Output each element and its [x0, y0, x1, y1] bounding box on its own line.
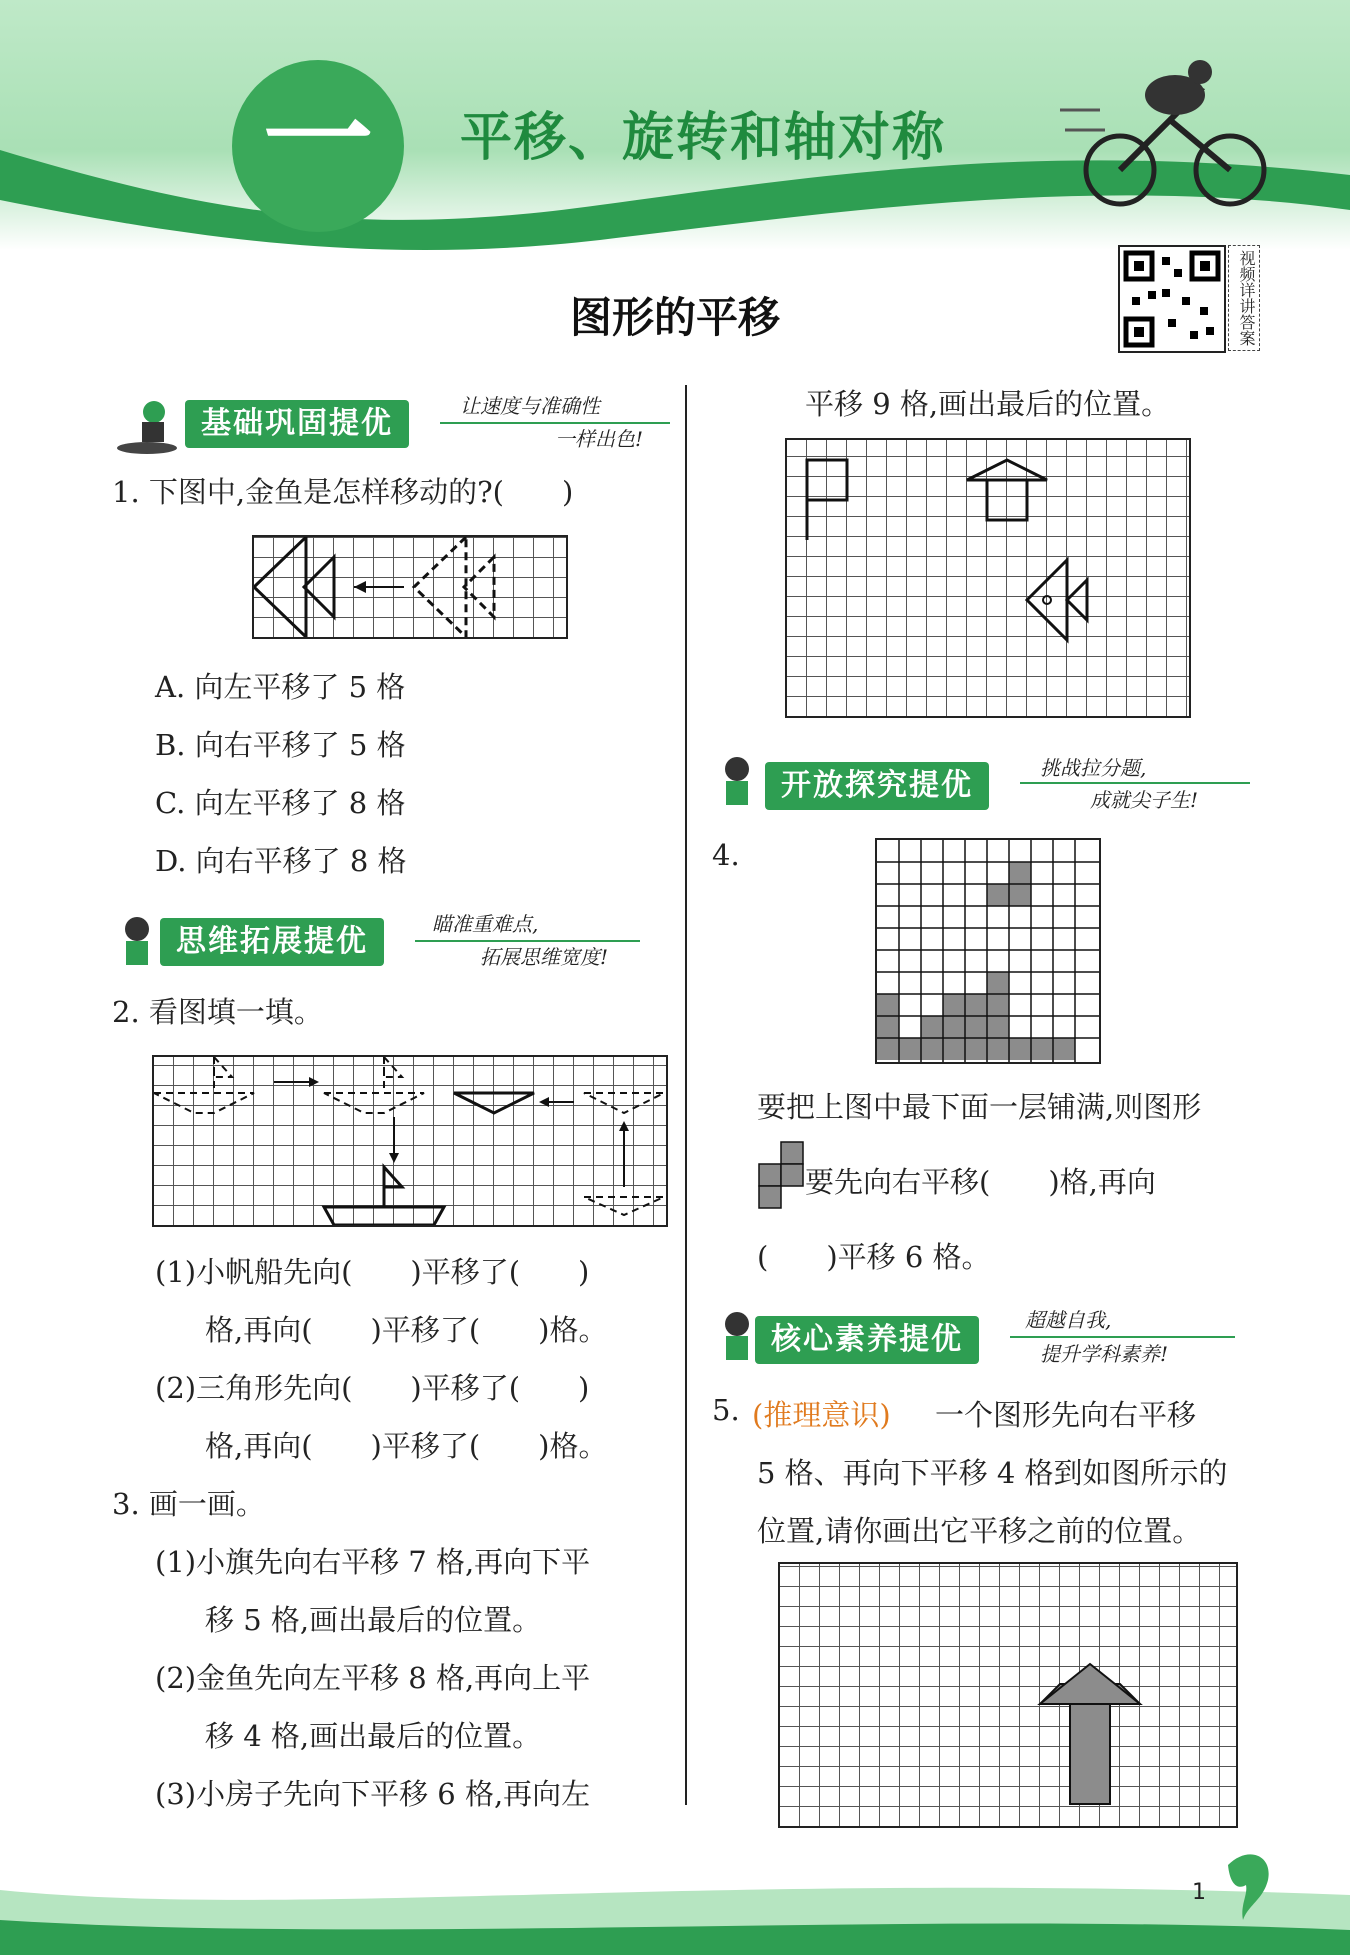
q2-grid	[152, 1055, 668, 1227]
q1-goldfish-figure	[254, 537, 566, 637]
banner-note: 超越自我,	[1025, 1308, 1112, 1332]
question-5-number: 5.	[712, 1393, 740, 1427]
q4-stair-figure	[877, 840, 1099, 1062]
question-2-stem: 2. 看图填一填。	[112, 995, 323, 1029]
chapter-number: 一	[263, 76, 373, 204]
page-number: 1	[1192, 1880, 1206, 1905]
banner-note: 瞄准重难点,	[432, 912, 539, 936]
q1-grid	[252, 535, 568, 639]
q1-option-b: B. 向右平移了 5 格	[155, 728, 406, 762]
footer-wave-decoration	[0, 1850, 1350, 1955]
q3-part2-line2: 移 4 格,画出最后的位置。	[205, 1719, 542, 1753]
q3-grid	[785, 438, 1191, 718]
q4-line3: ( )平移 6 格。	[757, 1240, 991, 1274]
chapter-title: 平移、旋转和轴对称	[460, 108, 947, 168]
q4-line2: 要先向右平移( )格,再向	[805, 1165, 1156, 1199]
q1-option-a: A. 向左平移了 5 格	[155, 670, 406, 704]
banner-note: 拓展思维宽度!	[480, 945, 609, 969]
q3-part3-line1: (3)小房子先向下平移 6 格,再向左	[155, 1777, 591, 1811]
q5-line3: 位置,请你画出它平移之前的位置。	[757, 1514, 1202, 1548]
q3-part1-line2: 移 5 格,画出最后的位置。	[205, 1603, 542, 1637]
qr-label: 视频详讲答案	[1228, 245, 1260, 351]
section-banner-core: 核心素养提优	[755, 1316, 979, 1364]
girl-mascot-icon	[112, 915, 162, 975]
section-banner-open: 开放探究提优	[765, 762, 989, 810]
banner-line	[440, 422, 670, 424]
banner-line	[415, 940, 640, 942]
q4-line1: 要把上图中最下面一层铺满,则图形	[757, 1090, 1202, 1124]
q2-part1-line1: (1)小帆船先向( )平移了( )	[155, 1255, 590, 1289]
banner-line	[1020, 782, 1250, 784]
q5-tag: (推理意识)	[752, 1398, 891, 1432]
q4-grid	[875, 838, 1101, 1064]
cyclist-illustration	[1060, 50, 1280, 210]
dolphin-icon	[1218, 1845, 1278, 1925]
banner-note: 一样出色!	[555, 427, 644, 451]
banner-note: 提升学科素养!	[1040, 1342, 1169, 1366]
banner-note: 挑战拉分题,	[1040, 756, 1147, 780]
boy-mascot-icon	[712, 755, 762, 815]
banner-note: 让速度与准确性	[460, 394, 600, 418]
q1-option-c: C. 向左平移了 8 格	[155, 786, 406, 820]
q5-grid	[778, 1562, 1238, 1828]
question-4-number: 4.	[712, 838, 740, 872]
q2-boat-triangle-figure	[154, 1057, 666, 1225]
q5-arrow-shape-figure	[780, 1564, 1236, 1826]
q3-part3-line2: 平移 9 格,画出最后的位置。	[805, 387, 1171, 421]
q3-part1-line1: (1)小旗先向右平移 7 格,再向下平	[155, 1545, 591, 1579]
banner-note: 成就尖子生!	[1090, 788, 1199, 812]
q3-flag-house-fish-figure	[787, 440, 1189, 716]
q1-option-d: D. 向右平移了 8 格	[155, 844, 407, 878]
q3-part2-line1: (2)金鱼先向左平移 8 格,再向上平	[155, 1661, 591, 1695]
q5-line2: 5 格、再向下平移 4 格到如图所示的	[757, 1456, 1228, 1490]
banner-line	[1010, 1336, 1235, 1338]
q5-line1: 一个图形先向右平移	[935, 1398, 1197, 1432]
q4-small-shape-icon	[757, 1140, 805, 1210]
page-title: 图形的平移	[569, 293, 780, 342]
question-3-stem: 3. 画一画。	[112, 1487, 265, 1521]
section-banner-basic: 基础巩固提优	[185, 400, 409, 448]
column-divider	[685, 385, 687, 1805]
q2-part2-line2: 格,再向( )平移了( )格。	[205, 1429, 608, 1463]
question-1-stem: 1. 下图中,金鱼是怎样移动的?( )	[112, 475, 574, 509]
section-banner-thinking: 思维拓展提优	[160, 918, 384, 966]
q2-part2-line1: (2)三角形先向( )平移了( )	[155, 1371, 590, 1405]
q2-part1-line2: 格,再向( )平移了( )格。	[205, 1313, 608, 1347]
skateboard-mascot-icon	[112, 398, 182, 456]
